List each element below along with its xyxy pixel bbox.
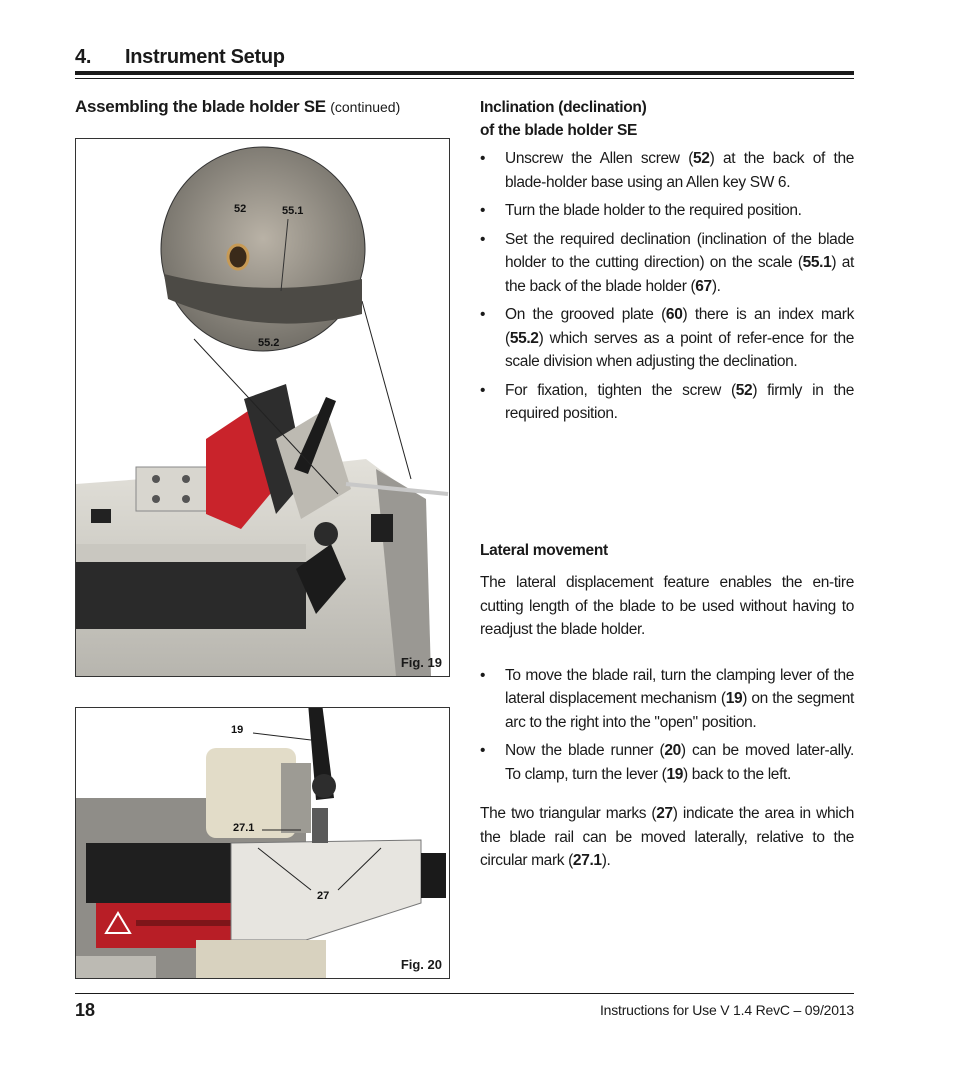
inclination-heading-line1: Inclination (declination) — [480, 99, 647, 116]
page-number: 18 — [75, 1000, 96, 1020]
lateral-list — [480, 664, 854, 787]
lateral-heading: Lateral movement — [480, 542, 608, 559]
callout-27-1: 27.1 — [233, 822, 255, 834]
footer-rule — [75, 993, 854, 994]
left-heading — [75, 97, 400, 117]
figure-20 — [75, 707, 450, 979]
list-item: • To move the blade rail, turn the clamping lever of the lateral displacement mechanism (19) on the segment arc to the right into the "open" position. — [480, 664, 854, 735]
inclination-list — [480, 147, 854, 426]
callout-55-1: 55.1 — [282, 205, 304, 217]
figure-19-label: Fig. 19 — [400, 655, 442, 670]
page-header — [75, 44, 854, 70]
footer-doc-info: Instructions for Use V 1.4 RevC – 09/2013 — [599, 1002, 854, 1018]
figure-19 — [75, 138, 450, 677]
left-heading-text: Assembling the blade holder SE — [75, 97, 326, 116]
section-number: 4. — [75, 46, 92, 68]
list-item: • Unscrew the Allen screw (52) at the back of the blade-holder base using an Allen key SW 6. — [480, 147, 854, 194]
list-item: • Turn the blade holder to the required position. — [480, 199, 854, 223]
list-item: • On the grooved plate (60) there is an index mark (55.2) which serves as a point of refer-ence for the scale division when adjusting the declination. — [480, 303, 854, 374]
callout-52: 52 — [234, 203, 247, 215]
callout-19: 19 — [231, 724, 244, 736]
header-rule-thin — [75, 78, 854, 79]
lateral-intro: The lateral displacement feature enables the en-tire cutting length of the blade to be used without having to readjust the blade holder. — [480, 574, 854, 638]
figure-20-illustration — [76, 708, 449, 978]
header-rule-thick — [75, 71, 854, 75]
figure-19-illustration — [76, 139, 449, 676]
inclination-section — [480, 96, 854, 431]
list-item: • Now the blade runner (20) can be moved later-ally. To clamp, turn the lever (19) back to the left. — [480, 739, 854, 786]
lateral-section — [480, 539, 854, 873]
callout-27: 27 — [317, 890, 330, 902]
section-title-text: Instrument Setup — [125, 46, 285, 68]
left-heading-note: (continued) — [330, 99, 401, 115]
inclination-heading — [480, 96, 854, 142]
section-title — [75, 44, 854, 70]
list-item: • For fixation, tighten the screw (52) firmly in the required position. — [480, 379, 854, 426]
lateral-closing: The two triangular marks (27) indicate the area in which the blade rail can be moved laterally, relative to the circular mark (27.1). — [480, 805, 854, 869]
figure-20-label: Fig. 20 — [400, 957, 442, 972]
callout-55-2: 55.2 — [258, 337, 280, 349]
inclination-heading-line2: of the blade holder SE — [480, 122, 638, 139]
list-item: • Set the required declination (inclination of the blade holder to the cutting direction) on the scale (55.1) at the back of the blade holder (67). — [480, 228, 854, 299]
